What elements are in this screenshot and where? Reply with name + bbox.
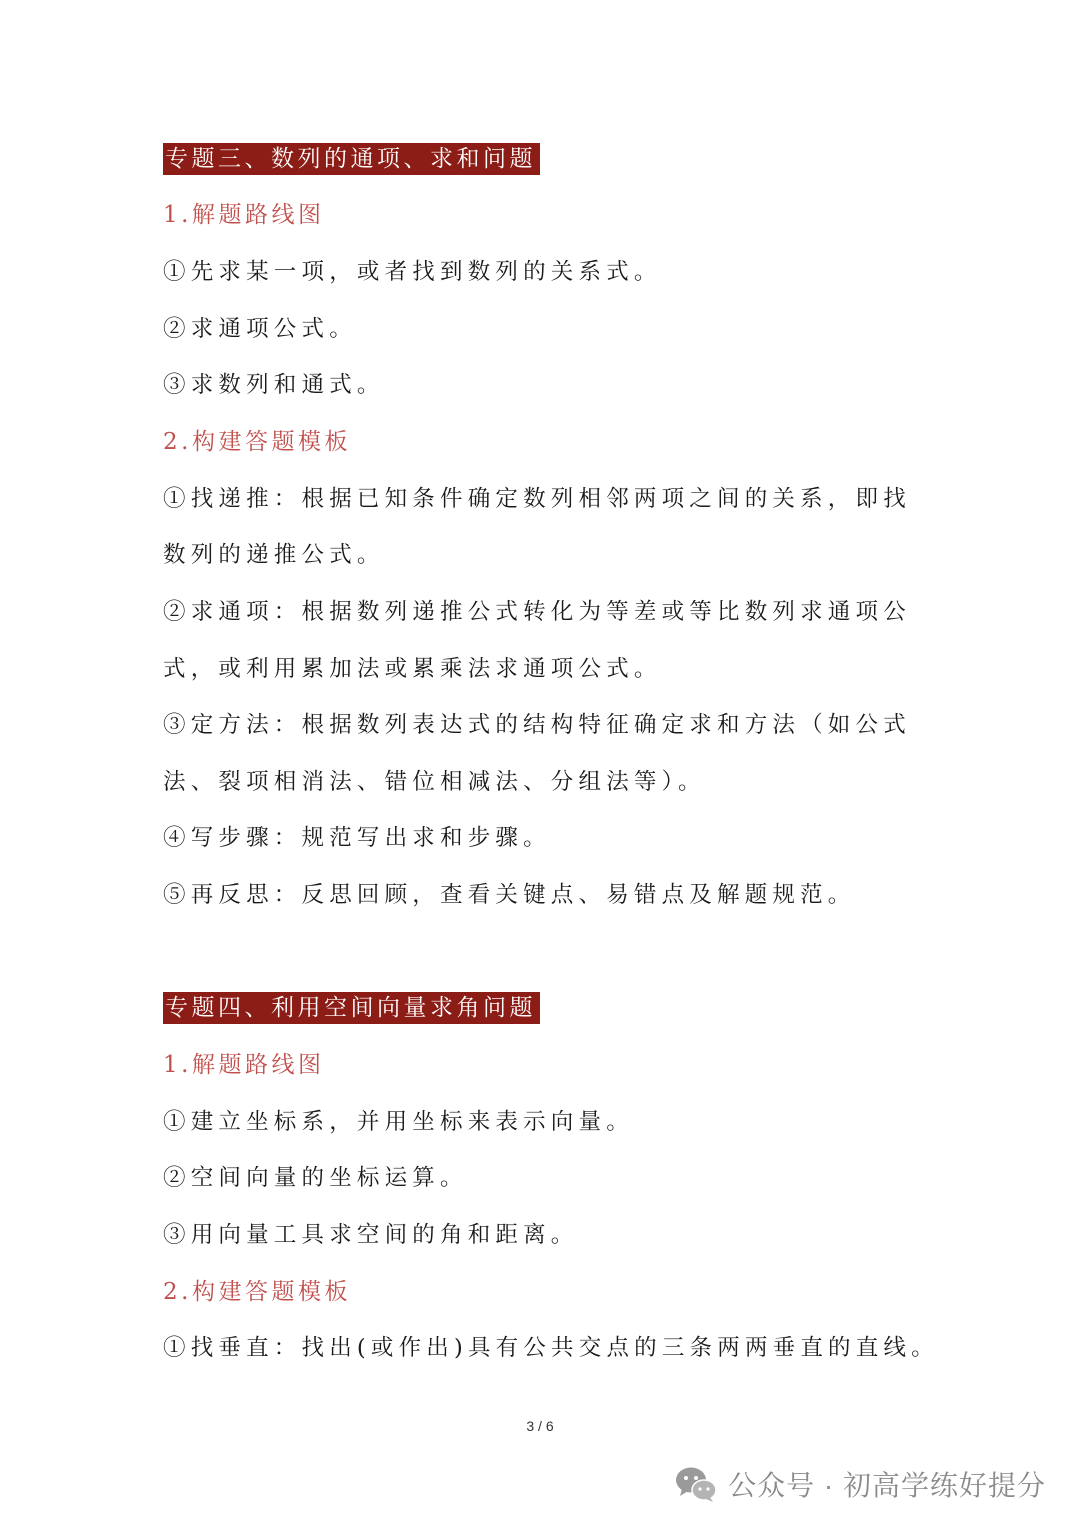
- template-line: ③定方法：根据数列表达式的结构特征确定求和方法（如公式: [163, 712, 911, 738]
- section-title-topic4: 专题四、利用空间向量求角问题: [163, 992, 540, 1024]
- watermark-text: 公众号 · 初高学练好提分: [728, 1470, 1046, 1501]
- route-item: ③求数列和通式。: [163, 372, 385, 398]
- route-item: ②求通项公式。: [163, 316, 357, 342]
- section-title-topic3: 专题三、数列的通项、求和问题: [163, 143, 540, 175]
- watermark: [674, 1462, 1046, 1506]
- template-line: ②求通项：根据数列递推公式转化为等差或等比数列求通项公: [163, 599, 911, 625]
- route-item: ③用向量工具求空间的角和距离。: [163, 1222, 579, 1248]
- template-line: 式，或利用累加法或累乘法求通项公式。: [163, 656, 662, 682]
- route-heading-topic4: 1.解题路线图: [163, 1052, 325, 1078]
- template-line: 法、裂项相消法、错位相减法、分组法等）。: [163, 769, 706, 795]
- template-heading-topic4: 2.构建答题模板: [163, 1279, 351, 1305]
- template-line: ⑤再反思：反思回顾，查看关键点、易错点及解题规范。: [163, 882, 856, 908]
- template-line: ①找递推：根据已知条件确定数列相邻两项之间的关系，即找: [163, 486, 911, 512]
- page-number: 3 / 6: [526, 1418, 554, 1434]
- template-line: ④写步骤：规范写出求和步骤。: [163, 825, 551, 851]
- route-item: ②空间向量的坐标运算。: [163, 1165, 468, 1191]
- template-heading-topic3: 2.构建答题模板: [163, 429, 351, 455]
- route-item: ①建立坐标系，并用坐标来表示向量。: [163, 1109, 634, 1135]
- template-line: ①找垂直：找出(或作出)具有公共交点的三条两两垂直的直线。: [163, 1335, 939, 1361]
- template-line: 数列的递推公式。: [163, 542, 385, 568]
- route-heading-topic3: 1.解题路线图: [163, 202, 325, 228]
- wechat-icon: [674, 1464, 718, 1504]
- route-item: ①先求某一项，或者找到数列的关系式。: [163, 259, 662, 285]
